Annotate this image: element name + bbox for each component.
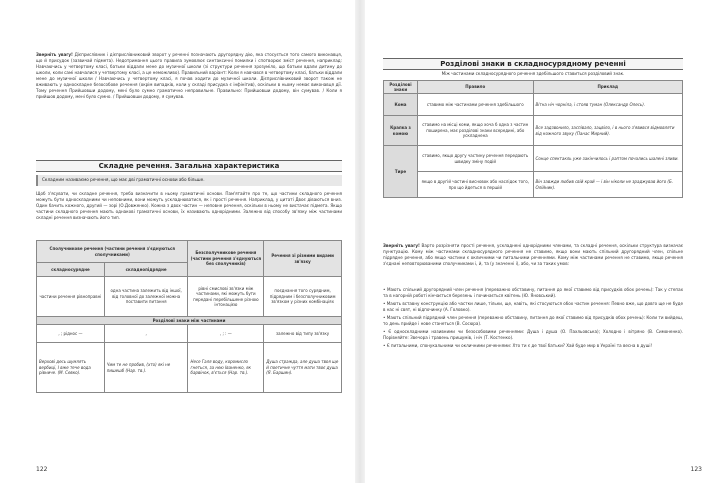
right-bullet-list: [383, 287, 683, 399]
list-item: • Є односкладними називними чи безособовими реченнями: Душа і душа (О. Пахльовська); Холодно і вітряно (В. Симоненко). Порівняйте: Звечора і травень пришумів, і ніч (Т. Костенко).: [383, 329, 683, 340]
right-note-label: Зверніть увагу!: [383, 243, 420, 248]
cell-complex-desc: одна частина залежить від іншої, від головної до залежної можна поставити питання: [104, 277, 188, 317]
th-example: Приклад: [533, 81, 682, 94]
right-page: [365, 0, 720, 483]
cell-nonconj-example: Несе Галя воду, коромисло гнеться, за нею Іваненко, як барвінок, в'ється (Нар. тв.).: [188, 343, 264, 393]
row-dash-example-a: Сонце спектакль уже закінчилось і раптом почались шалені зливи.: [533, 146, 682, 172]
cell-mixed-punct: залежно від типу зв'язку: [264, 325, 342, 343]
right-body-text: Варто розрізняти прості речення, ускладнені однорідними членами, та складні речення, оскільки структура визначає пунктуацію. Кому між частинами складносурядного речення не ставимо, якщо вони мають спільний другорядний член, спільне підрядне речення, або якщо частини є окличними чи питальними реченнями. Кому між частинами речення не ставимо, якщо речення з'єднані неповторюваними сполучниками і, й, та (у значенні і), або, чи за таких умов:: [383, 243, 683, 266]
list-item: • Мають спільний другорядний член речення (переважно обставину, питання до якої ставимо від присудків обох речень): Так у степах та в нагорній роботі кінчається березень і починається квітень (Ю. Яновський).: [383, 287, 683, 298]
row-comma-example: Вітна ніч чорніла, і стояв туман (Олександр Олесь).: [533, 94, 682, 116]
left-sentence-types-table: [36, 240, 342, 393]
left-body-text: Щоб з'ясувати, чи складне речення, треба визначити в ньому граматичні основи. Пам'ятайте про те, що частини складного речення можуть бути односкладними чи неповними, вони можуть ускладнюватися, як і прості речення. Наприклад, у цитаті Двоє діваються вниз. Один бачить кожного, другий — зорі (О.Довженко). Кожна з двох частин — неповне речення, оскільки в ньому не вистачає підмета. Якщо частини складного речення мають однакові граматичні основи, їх називають однорідними. Залежно від способу зв'язку між частинами складні речення визначають його тип.: [36, 191, 342, 220]
row-comma-mark: Кома: [384, 94, 418, 116]
row-semicolon-rule: ставимо на місці коми, якщо хоча б одна з частин поширена, має розділові знаки всередині, або ускладнена: [417, 116, 533, 146]
row-dash-rule-a: ставимо, якщо другу частину речення передають швидку зміну подій: [417, 146, 533, 172]
bullet-text: Мають спільний другорядний член речення (переважно обставину, питання до якої ставимо від присудків обох речень): Так у степах та в нагорній роботі кінчається березень і починається квітень (Ю. Яновський).: [383, 287, 683, 298]
th-conjunction: Сполучникове речення (частини речення з'єднуються сполучниками): [37, 241, 188, 263]
cell-mixed-example: Душа стражда, але душа твоя ще й поетичне чуття мати твоє душа (Я. Баршин).: [264, 343, 342, 393]
th-mixed: Речення зі різними видами зв'язку: [264, 241, 342, 277]
list-item: • Мають спільний підрядний член речення (переважно обставину, питання до якої ставимо від присудків обох речень): Коли ти вийдеш, то день прийде і нове станеться (В. Сосюра).: [383, 315, 683, 326]
left-definition: Складним називаємо речення, що має дві граматичні основи або більше.: [36, 175, 342, 186]
list-item: • Є питальними, спонукальними чи окличними реченнями: Хто ти є де твої батьки? Хай буде мир в Україні та весна в душі!: [383, 343, 653, 348]
left-page: [0, 0, 355, 483]
row-semicolon-mark: Крапка з комою: [384, 116, 418, 146]
left-note: [36, 52, 342, 160]
right-subtitle: Між частинами складносурядного речення здебільшого ставиться розділовий знак.: [441, 71, 625, 76]
left-note-label: Зверніть увагу!: [36, 52, 73, 57]
left-section-title: Складне речення. Загальна характеристика: [36, 160, 342, 172]
left-page-number: 122: [36, 466, 48, 473]
right-note: [383, 243, 683, 285]
book-gutter: [355, 0, 365, 483]
row-semicolon-example: Все задзвонило, заспівало, зацвіло, і в нього з'явився відмовляти від кожного звуку (Панас Мирний).: [533, 116, 682, 146]
cell-compound-punct: , ; ріднос —: [37, 325, 105, 343]
th-complex: складнопідрядне: [104, 263, 188, 277]
cell-complex-example: Чим те не пробив, (хто) які не пишешб (Нар. тв.).: [104, 343, 188, 393]
bullet-text: Є односкладними називними чи безособовими реченнями: Душа і душа (О. Пахльовська); Холодно і вітряно (В. Симоненко). Порівняйте: Звечора і травень пришумів, і ніч (Т. Костенко).: [383, 329, 683, 340]
row-dash-rule-b: якщо в другій частині висновок або наслідок того, про що йдеться в першій: [417, 172, 533, 198]
cell-compound-desc: частини речення рівноправні: [37, 277, 105, 317]
row-comma-rule: ставимо між частинами речення здебільшого: [417, 94, 533, 116]
bullet-text: Є питальними, спонукальними чи окличними реченнями: Хто ти є де твої батьки? Хай буде мир в Україні та весна в душі!: [386, 343, 653, 348]
th-nonconjunction: Безсполучникове речення (частини речення з'єднуються без сполучників): [188, 241, 264, 277]
row-dash-mark: Тире: [384, 146, 418, 198]
left-note-text: Дієприслівник і дієприслівниковий зворот у реченні позначають другорядну дію, яка стосується того самого виконавця, що й присудок (зазвичай підмета). Недотримання цього правила зумовлює синтаксичні помилки і спотворює зміст речення, наприклад: Навчаючись у четвертому класі, батьки віддали мене до музичної школи (зі структури речення зрозуміло, що батьки вдали дитину до школи, коли самі навчалися у четвертому класі, а це неможливо). Правильний варіант: Коли я навчався в четвертому класі, батьки віддали мене до музичної школи / Навчаючись у четвертому класі, я почав ходити до музичної школи. Дієприслівниковий зворот також не вживають у односкладне безособове речення (окрім випадків, коли у складі присудка є інфінітив), оскільки в ньому немає виконавця дії. Тому речення Прийшовши додому, мені було сумно граматично неправильне. Правильно: Прийшовши додому, він сумував. / Коли я прийшов додому, мені було сумно. / Прийшовши додому, я сумував.: [36, 52, 342, 99]
cell-mixed-desc: поєднання того сурядним, підрядним і безсполучниковим зв'язком у різних комбінаціях: [264, 277, 342, 317]
row-dash-example-b: Він завжди любив свій край — і він ніколи не зраджував його (Б. Олійник).: [533, 172, 682, 198]
bullet-text: Мають вставну конструкцію або частки лише, тільки, ще, навіть, які стосуються обох частин речення: Певно вже, що довго ще не буде в нас ні свят, ні відпочинку (А. Головко).: [383, 301, 683, 312]
right-page-number: 123: [690, 466, 702, 473]
cell-complex-punct: ,: [104, 325, 188, 343]
list-item: • Мають вставну конструкцію або частки лише, тільки, ще, навіть, які стосуються обох частин речення: Певно вже, що довго ще не буде в нас ні свят, ні відпочинку (А. Головко).: [383, 301, 683, 312]
cell-compound-example: Верхові десь шумлять вербиці, І вже тече вода рівниче. (М. Севко).: [37, 343, 105, 393]
cell-nonconj-desc: рівні смислові зв'язки між частинами, які можуть бути передані перебільшене різною інтонацією: [188, 277, 264, 317]
th-compound: складносурядне: [37, 263, 105, 277]
punct-row-title: Розділові знаки між частинами: [37, 317, 342, 325]
bullet-text: Мають спільний підрядний член речення (переважно обставину, питання до якої ставимо від присудків обох речень): Коли ти вийдеш, то день прийде і нове станеться (В. Сосюра).: [383, 315, 683, 326]
right-section-title: Розділові знаки в складносурядному реченні: [383, 58, 683, 70]
right-punctuation-table: [383, 80, 683, 198]
th-rule: Правило: [417, 81, 533, 94]
cell-nonconj-punct: , ; : —: [188, 325, 264, 343]
th-mark: Розділові знаки: [384, 81, 418, 94]
